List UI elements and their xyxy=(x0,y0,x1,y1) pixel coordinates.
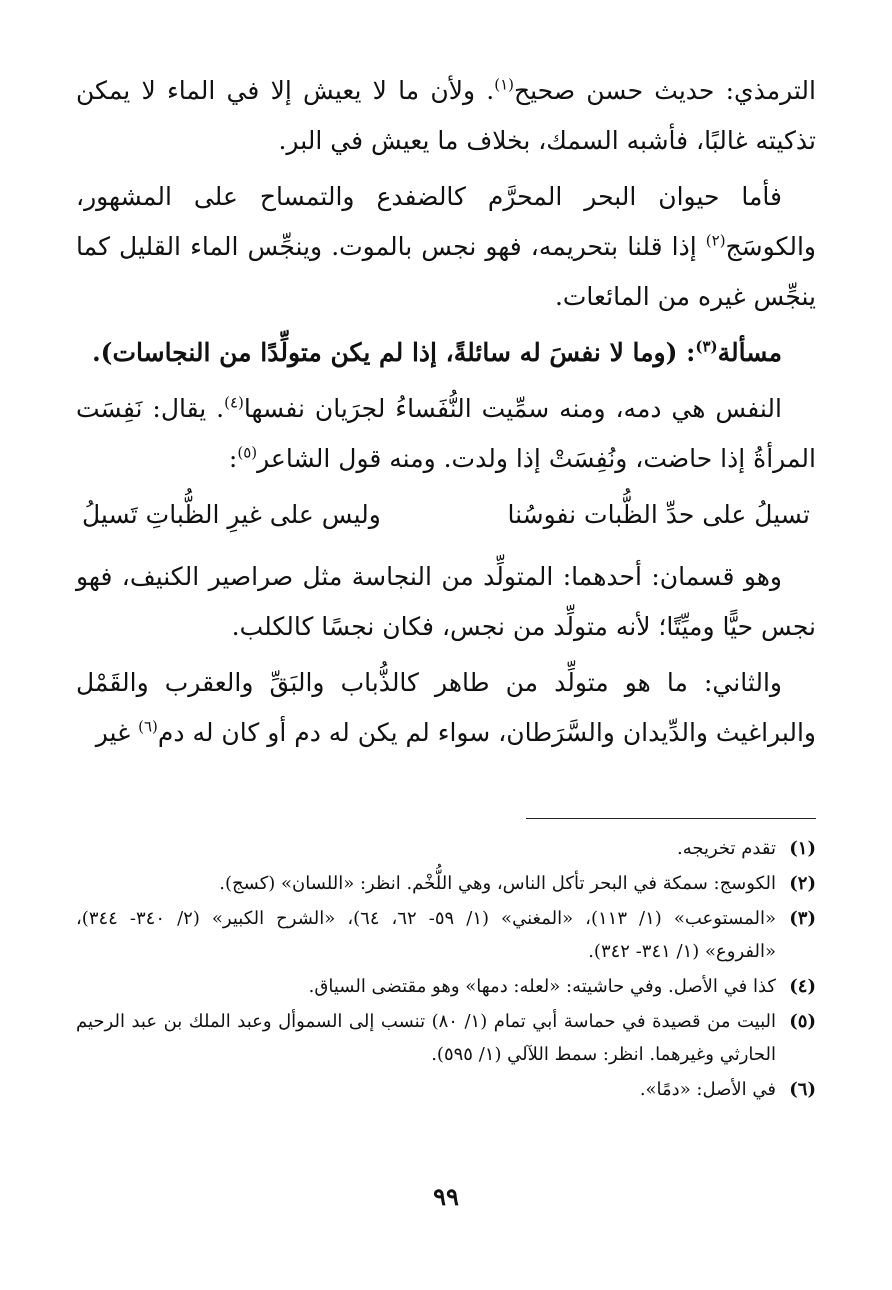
poetry-verse xyxy=(76,490,816,540)
footnote-text: «المستوعب» (١/ ١١٣)، «المغني» (١/ ٥٩- ٦٢، ٦٤)، «الشرح الكبير» (٢/ ٣٤٠- ٣٤٤)، «الفروع» (١/ ٣٤١- ٣٤٢). xyxy=(76,908,776,962)
text-span: فأما حيوان البحر المحرَّم كالضفدع والتمساح على المشهور، والكوسَج xyxy=(76,182,816,261)
footnote-number: (٥) xyxy=(789,1011,816,1032)
paragraph-5: وهو قسمان: أحدهما: المتولِّد من النجاسة مثل صراصير الكنيف، فهو نجس حيًّا وميِّتًا؛ لأنه متولِّد من نجس، فكان نجسًا كالكلب. xyxy=(76,562,816,641)
main-text xyxy=(76,66,816,764)
text-span: . ولأن ما لا يعيش إلا في الماء لا يمكن تذكيته غالبًا، فأشبه السمك، بخلاف ما يعيش في البر. xyxy=(76,76,816,155)
footnote-separator xyxy=(526,818,816,819)
text-span: النفس هي دمه، ومنه سمِّيت النُّفَساءُ لجرَيان نفسها xyxy=(243,394,782,423)
paragraph-4 xyxy=(76,384,816,484)
paragraph-2 xyxy=(76,172,816,322)
footnote-5 xyxy=(76,1005,816,1071)
issue-heading xyxy=(76,328,816,378)
footnote-text: البيت من قصيدة في حماسة أبي تمام (١/ ٨٠) تنسب إلى السموأل وعبد الملك بن عبد الرحيم الحارثي وغيرهما. انظر: سمط اللآلي (١/ ٥٩٥). xyxy=(76,1011,776,1065)
issue-text: : (وما لا نفسَ له سائلةً، إذا لم يكن متولِّدًا من النجاسات). xyxy=(91,338,696,367)
footnote-number: (٦) xyxy=(789,1079,816,1100)
footnote-2 xyxy=(76,867,816,900)
footnote-number: (٣) xyxy=(789,908,816,929)
footnote-text: كذا في الأصل. وفي حاشيته: «لعله: دمها» وهو مقتضى السياق. xyxy=(308,976,776,997)
footnote-number: (٤) xyxy=(789,976,816,997)
footnote-ref-3: (٣) xyxy=(695,337,718,356)
text-span: . يقال: نَفِسَت المرأةُ إذا حاضت، ونُفِسَتْ إذا ولدت. ومنه قول الشاعر xyxy=(76,394,816,473)
text-span: الترمذي: حديث حسن صحيح xyxy=(514,76,816,105)
verse-hemistich-first: تسيلُ على حدِّ الظُّبات نفوسُنا xyxy=(507,500,810,529)
footnote-text: في الأصل: «دمًا». xyxy=(639,1079,776,1100)
verse-hemistich-second: وليس على غيرِ الظُّباتِ تَسيلُ xyxy=(82,500,381,529)
text-span: غير xyxy=(95,718,139,747)
paragraph-1 xyxy=(76,66,816,166)
footnote-ref-1: (١) xyxy=(494,75,514,94)
footnote-3 xyxy=(76,902,816,968)
issue-label: مسألة xyxy=(717,338,782,367)
footnote-4 xyxy=(76,970,816,1003)
footnote-number: (١) xyxy=(789,838,816,859)
text-span: والثاني: ما هو متولِّد من طاهر كالذُّباب والبَقِّ والعقرب والقَمْل والبراغيث والدِّيدان والسَّرَطان، سواء لم يكن له دم أو كان له دم xyxy=(76,668,816,747)
footnote-text: تقدم تخريجه. xyxy=(677,838,776,859)
footnote-text: الكوسج: سمكة في البحر تأكل الناس، وهي اللُّخْم. انظر: «اللسان» (كسج). xyxy=(219,873,776,894)
footnote-ref-5: (٥) xyxy=(237,443,258,462)
footnote-6 xyxy=(76,1073,816,1106)
footnote-ref-6: (٦) xyxy=(138,717,158,736)
footnote-number: (٢) xyxy=(789,873,816,894)
page-number: ٩٩ xyxy=(433,1182,459,1211)
footnote-1 xyxy=(76,832,816,865)
footnote-ref-4: (٤) xyxy=(224,393,244,412)
paragraph-6 xyxy=(76,658,816,758)
text-span: إذا قلنا بتحريمه، فهو نجس بالموت. وينجِّس الماء القليل كما ينجِّس غيره من المائعات. xyxy=(76,232,816,311)
text-span: : xyxy=(228,444,238,473)
footnote-ref-2: (٢) xyxy=(705,231,726,250)
footnotes xyxy=(76,832,816,1108)
